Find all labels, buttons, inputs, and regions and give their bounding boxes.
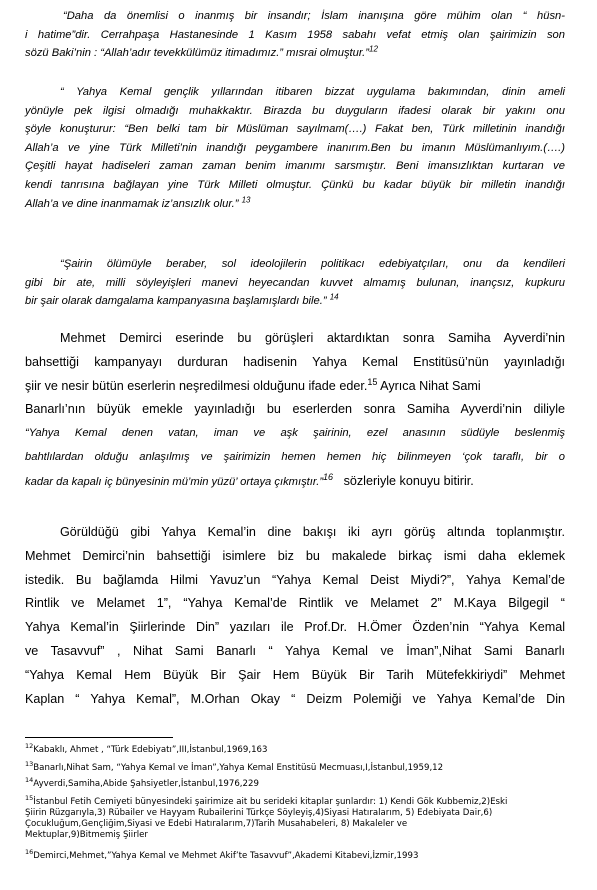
- footnote-text: Banarlı,Nihat Sam, “Yahya Kemal ve İman”,Yahya Kemal Enstitüsü Mecmuası,I,İstanbul,1959,12: [33, 763, 444, 773]
- footnote-ref-14: 14: [329, 292, 339, 302]
- footnote-text: Demirci,Mehmet,”Yahya Kemal ve Mehmet Akif’te Tasavvuf”,Akademi Kitabevi,İzmir,1993: [33, 851, 419, 861]
- footnote-ref-12: 12: [369, 44, 378, 54]
- quote-line: “Şairin ölümüyle beraber, sol ideolojilerin politikacı edebiyatçıları, onu da kendileri: [60, 258, 565, 270]
- quote-block-3: [25, 255, 565, 311]
- paragraph-line: Yahya Kemal’in Şiirlerinde Din” yazıları ile Prof.Dr. H.Ömer Özden’nin “Yahya Kemal: [25, 620, 565, 635]
- paragraph-line: Banarlı’nın büyük emekle yayınladığı bu eserlerden sonra Samiha Ayverdi’nin diliyle: [25, 402, 565, 417]
- footnote-number: 16: [25, 848, 34, 857]
- footnote-number: 14: [25, 776, 34, 785]
- footnote-ref-16: 16: [323, 471, 334, 482]
- paragraph-line: istedik. Bu bağlamda Hilmi Yavuz’un “Yahya Kemal Deist Miydi?”, Yahya Kemal’de: [25, 572, 565, 587]
- footnote-text: Çocukluğum,Gençliğim,Siyasi ve Edebi Hatıralarım,7)Tarih Musahabeleri, 8) Makaleler ve: [25, 819, 408, 829]
- quote-line: Çeşitli hayat hadiseleri zaman zaman benim imanımı sarsmıştır. Beni imansızlıktan kurtaran ve: [25, 160, 565, 173]
- footnote-15: [25, 794, 570, 841]
- quote-line: kendi tanrısına bağlayan yine Türk Milleti olmuştur. Çünkü bu kadar büyük bir milletin inandığı: [25, 178, 565, 191]
- quote-line: yönüyle pek ilgisi olmadığı muhakkaktır. Birazda bu duyguların ifadesi olarak bir yakını onu: [25, 104, 565, 117]
- footnote-16: [25, 848, 570, 862]
- quote-line: şöyle konuşturur: “Ben belki tam bir Müslüman sayılmam(….) Fakat ben, Türk milletinin inandığı: [25, 123, 565, 136]
- paragraph-quote-line: “Yahya Kemal denen vatan, iman ve aşk şairinin, ezel anasının südüyle beslenmiş: [25, 427, 565, 440]
- quote-line: “Daha da önemlisi o inanmış bir insandır; İslam inanışına göre mühim olan “ hüsn-: [63, 10, 565, 22]
- footnote-ref-13: 13: [241, 194, 251, 204]
- footnote-number: 15: [25, 794, 34, 803]
- quote-block-1: [25, 7, 565, 63]
- footnote-number: 12: [25, 742, 34, 751]
- footnote-text: Mektuplar,9)Bitmemiş Şiirler: [25, 830, 148, 840]
- quote-line: Allah’a ve dine inanmamak iz’ansızlık olur.” $^{13}$: [25, 194, 251, 210]
- paragraph-1: [25, 327, 565, 495]
- footnote-number: 13: [25, 760, 34, 769]
- quote-line: i hatime”dir. Cerrahpaşa Hastanesinde 1 Kasım 1958 sabahı vefat etmiş olan şairimizin son: [25, 28, 565, 41]
- paragraph-2: [25, 521, 565, 711]
- footnote-text: Kabaklı, Ahmet , “Türk Edebiyatı”,III,İstanbul,1969,163: [33, 745, 268, 755]
- quote-line: sözü Baki’nin : “Allah’adır tevekkülümüz itimadımız.” mısrai olmuştur.”$^{12}$: [25, 44, 378, 60]
- paragraph-line: “Yahya Kemal Hem Büyük Bir Şair Hem Büyük Bir Tarih Mütefekkiriydi” Mehmet: [25, 667, 565, 682]
- footnote-text: Şiirin Rüzgarıyla,3) Rübailer ve Hayyam Rubailerini Türkçe Söyleyiş,4)Siyasi Hatıralarım, 5) Edebiyata Dair,6): [25, 808, 493, 818]
- paragraph-quote-line: bahtlılardan olduğu anlaşılmış ve şairimizin hemen hemen hiç bilinmeyen ‘çok taraflı, bir o: [25, 450, 565, 463]
- paragraph-line: şiir ve nesir bütün eserlerin neşredilmesi olduğunu ifade eder.$^{15}$ Ayrıca Nihat Sami: [25, 376, 481, 393]
- quote-block-2: [25, 83, 565, 213]
- paragraph-line: bahsettiği kampanyayı durduran hadisenin Yahya Kemal Enstitüsü’nün yayınladığı: [25, 354, 565, 369]
- paragraph-line: Rintlik ve Melamet 1”, “Yahya Kemal’de Rintlik ve Melamet 2” M.Kaya Bilgegil “: [25, 596, 565, 611]
- footnote-13: [25, 760, 570, 774]
- paragraph-line: Görüldüğü gibi Yahya Kemal’in dine bakışı iki ayrı görüş altında toplanmıştır.: [60, 525, 565, 539]
- quote-line: bir şair olarak damgalama kampanyasına başlamışlardı bile.” $^{14}$: [25, 292, 339, 308]
- footnote-ref-15: 15: [367, 376, 378, 387]
- footnote-14: [25, 776, 570, 790]
- paragraph-line: Mehmet Demirci’nin bahsettiği isimlere biz bu makalede birkaç ismi daha eklemek: [25, 548, 565, 563]
- footnote-separator: [25, 737, 173, 738]
- footnote-12: [25, 742, 570, 756]
- quote-line: Allah’a ve yine Türk Milleti’nin inandığı peygambere inanırım.Ben bu imanın Müslümanlıyım.(….): [25, 141, 565, 154]
- quote-line: gibi bir ate, milli söyleyişleri manevi heyecandan kuvvet almamış bulunan, inançsız, kupkuru: [25, 276, 565, 289]
- footnote-text: İstanbul Fetih Cemiyeti bünyesindeki şairimize ait bu serideki kitaplar şunlardır: 1) Kendi Gök Kubbemiz,2)Eski: [33, 797, 508, 807]
- paragraph-line: Mehmet Demirci eserinde bu görüşleri aktardıktan sonra Samiha Ayverdi’nin: [60, 331, 565, 345]
- paragraph-line: kadar da kapalı iç bünyesinin mü’min yüzü’ ortaya çıkmıştır.”$^{16}$ sözleriyle konuyu bitirir.: [25, 471, 474, 488]
- paragraph-line: ve Tasavvuf” , Nihat Sami Banarlı “ Yahya Kemal ve İman”,Nihat Sami Banarlı: [25, 643, 565, 658]
- footnote-text: Ayverdi,Samiha,Abide Şahsiyetler,İstanbul,1976,229: [33, 779, 259, 789]
- paragraph-line: Kaplan “ Yahya Kemal”, M.Orhan Okay “ Deizm Polemiği ve Yahya Kemal’de Din: [25, 691, 565, 706]
- quote-line: “ Yahya Kemal gençlik yıllarından itibaren bizzat uygulama bakımından, dinin ameli: [60, 86, 565, 98]
